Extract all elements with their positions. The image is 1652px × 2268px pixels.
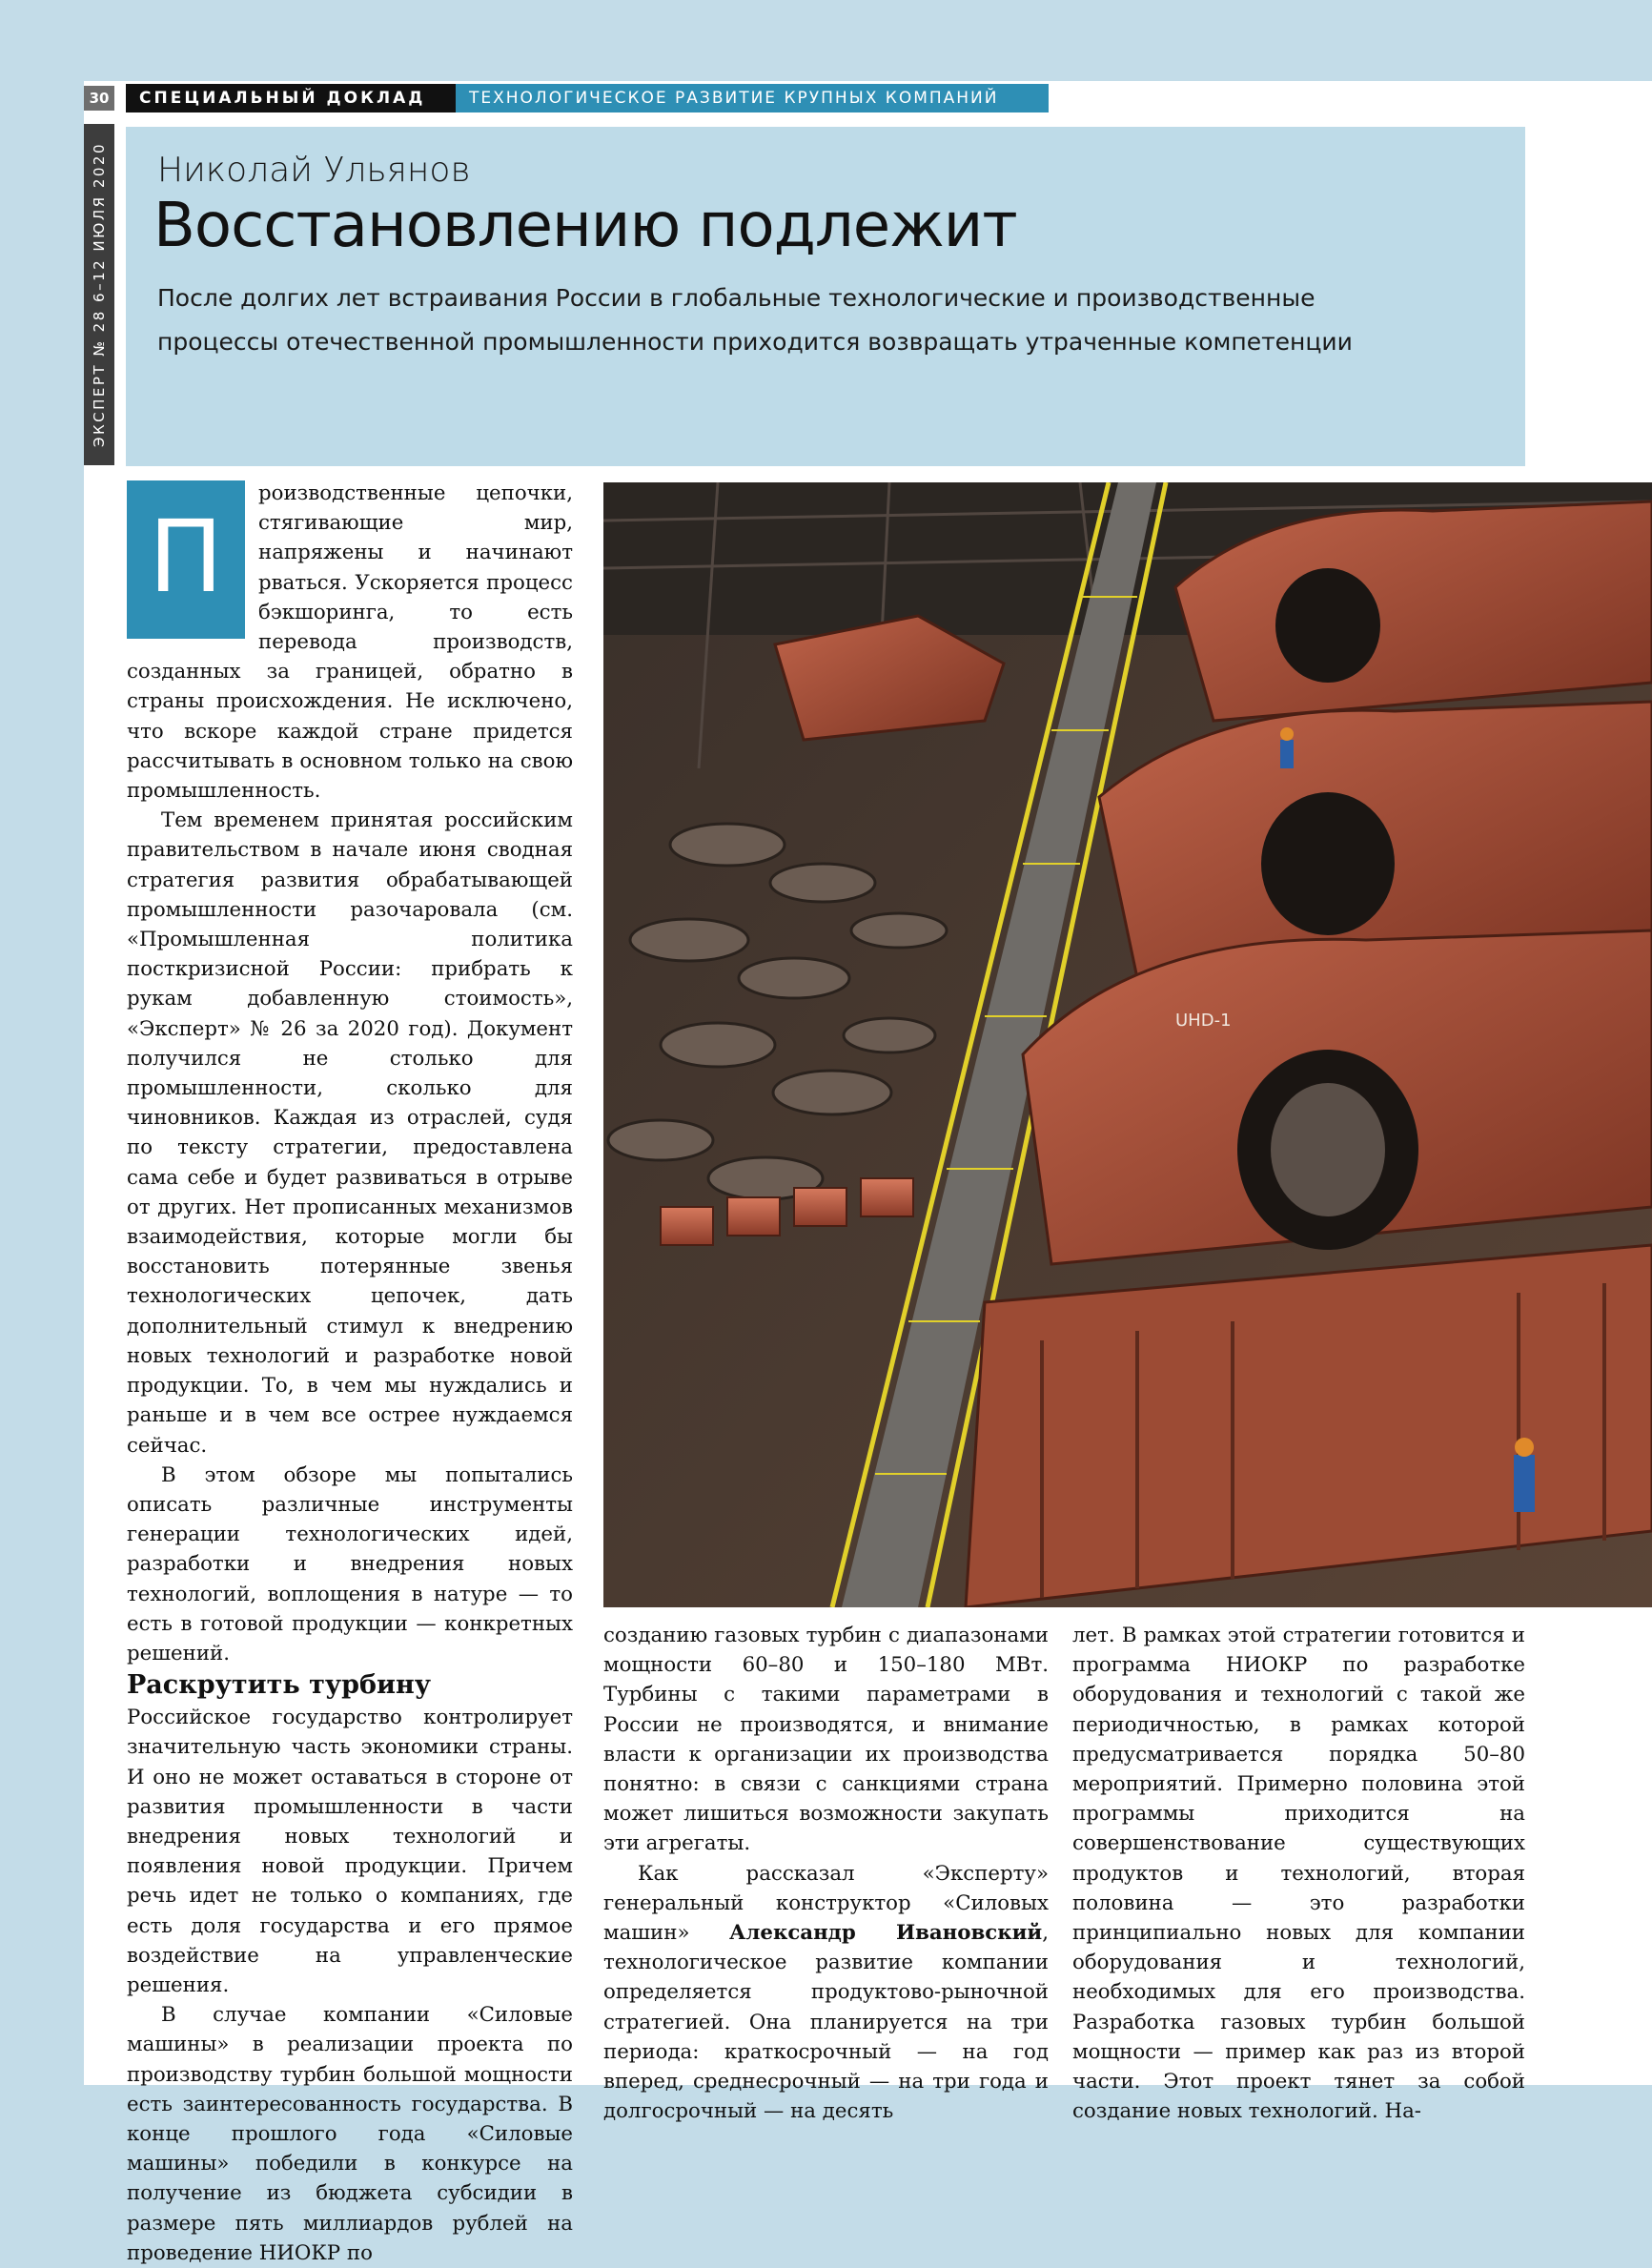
article-author: Николай Ульянов (157, 151, 471, 190)
drop-cap: П (127, 480, 245, 639)
section-paragraph-2: В случае компании «Силовые машины» в реализации проекта по производству турбин большой мощности есть заинтересованность государства. В конце прошлого года «Силовые машины» победили в конкурсе на получение из бюджета субсидии в размере пять миллиардов рублей на проведение НИОКР по (127, 2003, 573, 2265)
paragraph-text-a: Как рассказал «Эксперту» генеральный конструктор «Силовых машин» (603, 1861, 1049, 1946)
person-name: Александр Ивановский (729, 1921, 1043, 1946)
turbine-factory-photo (603, 482, 1652, 1607)
page-number: 30 (84, 86, 114, 111)
section-label: СПЕЦИАЛЬНЫЙ ДОКЛАД (126, 84, 456, 112)
intro-paragraph-1: роизводственные цепочки, стягивающие мир, напряжены и начинают рваться. Ускоряется процесс бэкшоринга, то есть перевода производств, созданных за границей, обратно в страны происхождения. Не исключено, что вскоре каждой стране придется рассчитывать в основном только на свою промышленность. (127, 481, 573, 804)
column-2-paragraph-1: созданию газовых турбин с диапазонами мощности 60–80 и 150–180 МВт. Турбины с такими параметрами в России не производятся, и внимание власти к организации их производства понятно: в связи с санкциями страна может лишиться возможности закупать эти агрегаты. (603, 1624, 1049, 1856)
column-2-paragraph-2 (603, 1859, 1049, 2127)
article-column-3 (1072, 1621, 1525, 2126)
column-3-paragraph-1: лет. В рамках этой стратегии готовится и программа НИОКР по разработке оборудования и технологий с такой же периодичностью, в рамках которой предусматривается порядка 50–80 мероприятий. Примерно половина этой программы приходится на совершенствование существующих продуктов и технологий, вторая половина — это разработки принципиально новых для компании оборудования и технологий, необходимых для его производства. Разработка газовых турбин большой мощности — пример как раз из второй части. Этот проект тянет за собой создание новых технологий. На- (1072, 1624, 1525, 2124)
article-column-2 (603, 1621, 1049, 2126)
intro-paragraph-2: Тем временем принятая российским правительством в начале июня сводная стратегия развития обрабатывающей промышленности разочаровала (см. «Промышленная политика посткризисной России: прибрать к рукам добавленную стоимость», «Эксперт» № 26 за 2020 год). Документ получился не столько для промышленности, сколько для чиновников. Каждая из отраслей, судя по тексту стратегии, предоставлена сама себе и будет развиваться в отрыве от других. Нет прописанных механизмов взаимодействия, которые могли бы восстановить потерянные звенья технологических цепочек, дать дополнительный стимул к внедрению новых технологий и разработке новой продукции. То, в чем мы нуждались и раньше и в чем все острее нуждаемся сейчас. (127, 808, 573, 1458)
turbine-label: UHD-1 (1175, 1011, 1232, 1031)
article-column-1 (127, 479, 573, 2268)
subsection-label: ТЕХНОЛОГИЧЕСКОЕ РАЗВИТИЕ КРУПНЫХ КОМПАНИЙ (456, 84, 1049, 112)
section-paragraph-1: Российское государство контролирует значительную часть экономики страны. И оно не может оставаться в стороне от развития промышленности в части внедрения новых технологий и появления новой продукции. Причем речь идет не только о компаниях, где есть доля государства и его прямое воздействие на управленческие решения. (127, 1706, 573, 1997)
paragraph-text-b: , технологическое развитие компании определяется продуктово-рыночной стратегией. Она планируется на три периода: краткосрочный — на год вперед, среднесрочный — на три года и долгосрочный — на десять (603, 1921, 1049, 2124)
section-subheading: Раскрутить турбину (127, 1670, 432, 1701)
article-title: Восстановлению подлежит (153, 191, 1017, 261)
issue-info: ЭКСПЕРТ № 28 6–12 ИЮЛЯ 2020 (91, 142, 108, 448)
article-lead: После долгих лет встраивания России в глобальные технологические и производственные процессы отечественной промышленности приходится возвращать утраченные компетенции (157, 284, 1353, 356)
turbine-hall-illustration (603, 482, 1652, 1607)
intro-paragraph-3: В этом обзоре мы попытались описать различные инструменты генерации технологических идей, разработки и внедрения новых технологий, воплощения в натуре — то есть в готовой продукции — конкретных решений. (127, 1462, 573, 1665)
